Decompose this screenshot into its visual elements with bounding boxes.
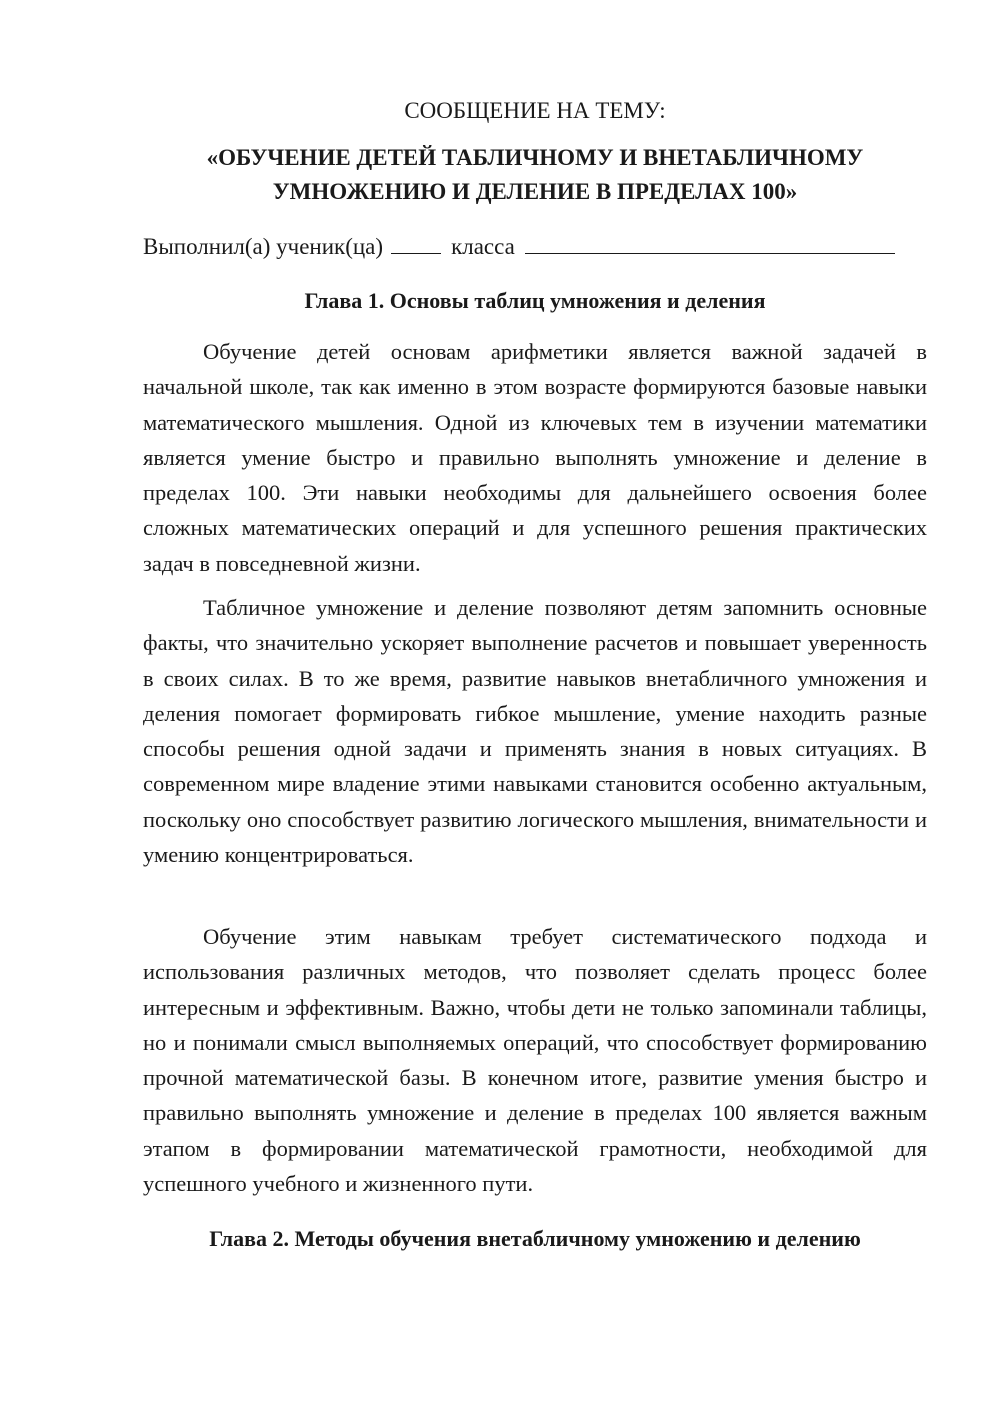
paragraph-1: Обучение детей основам арифметики является важной задачей в начальной школе, так как именно в этом возрасте формируются базовые навыки математического мышления. Одной из ключевых тем в изучении математики является умение быстро и правильно выполнять умножение и деление в пределах 100. Эти навыки необходимы для дальнейшего освоения более сложных математических операций и для успешного решения практических задач в повседневной жизни.: [143, 339, 927, 576]
document-header: СООБЩЕНИЕ НА ТЕМУ:: [404, 98, 666, 123]
student-name-blank[interactable]: [525, 233, 895, 254]
author-label: Выполнил(а) ученик(ца): [143, 234, 384, 259]
paragraph-3: Обучение этим навыкам требует систематического подхода и использования различных методов, что позволяет сделать процесс более интересным и эффективным. Важно, чтобы дети не только запоминали таблицы, но и понимали смысл выполняемых операций, что способствует формированию прочной математической базы. В конечном итоге, развитие умения быстро и правильно выполнять умножение и деление в пределах 100 является важным этапом в формировании математической грамотности, необходимой для успешного учебного и жизненного пути.: [143, 924, 927, 1197]
paragraph-2: Табличное умножение и деление позволяют детям запомнить основные факты, что значительно ускоряет выполнение расчетов и повышает уверенность в своих силах. В то же время, развитие навыков внетабличного умножения и деления помогает формировать гибкое мышление, умение находить разные способы решения одной задачи и применять знания в новых ситуациях. В современном мире владение этими навыками становится особенно актуальным, поскольку оно способствует развитию логического мышления, внимательности и умению концентрироваться.: [143, 595, 927, 868]
class-number-blank[interactable]: [391, 233, 441, 254]
document-title-line-1: «ОБУЧЕНИЕ ДЕТЕЙ ТАБЛИЧНОМУ И ВНЕТАБЛИЧНОМУ: [206, 145, 864, 170]
chapter-2-heading: Глава 2. Методы обучения внетабличному умножению и делению: [209, 1226, 861, 1251]
chapter-1-heading: Глава 1. Основы таблиц умножения и деления: [304, 288, 766, 313]
author-line: [143, 232, 927, 262]
document-title-line-2: УМНОЖЕНИЮ И ДЕЛЕНИЕ В ПРЕДЕЛАХ 100»: [272, 179, 798, 204]
class-label: класса: [451, 234, 515, 259]
